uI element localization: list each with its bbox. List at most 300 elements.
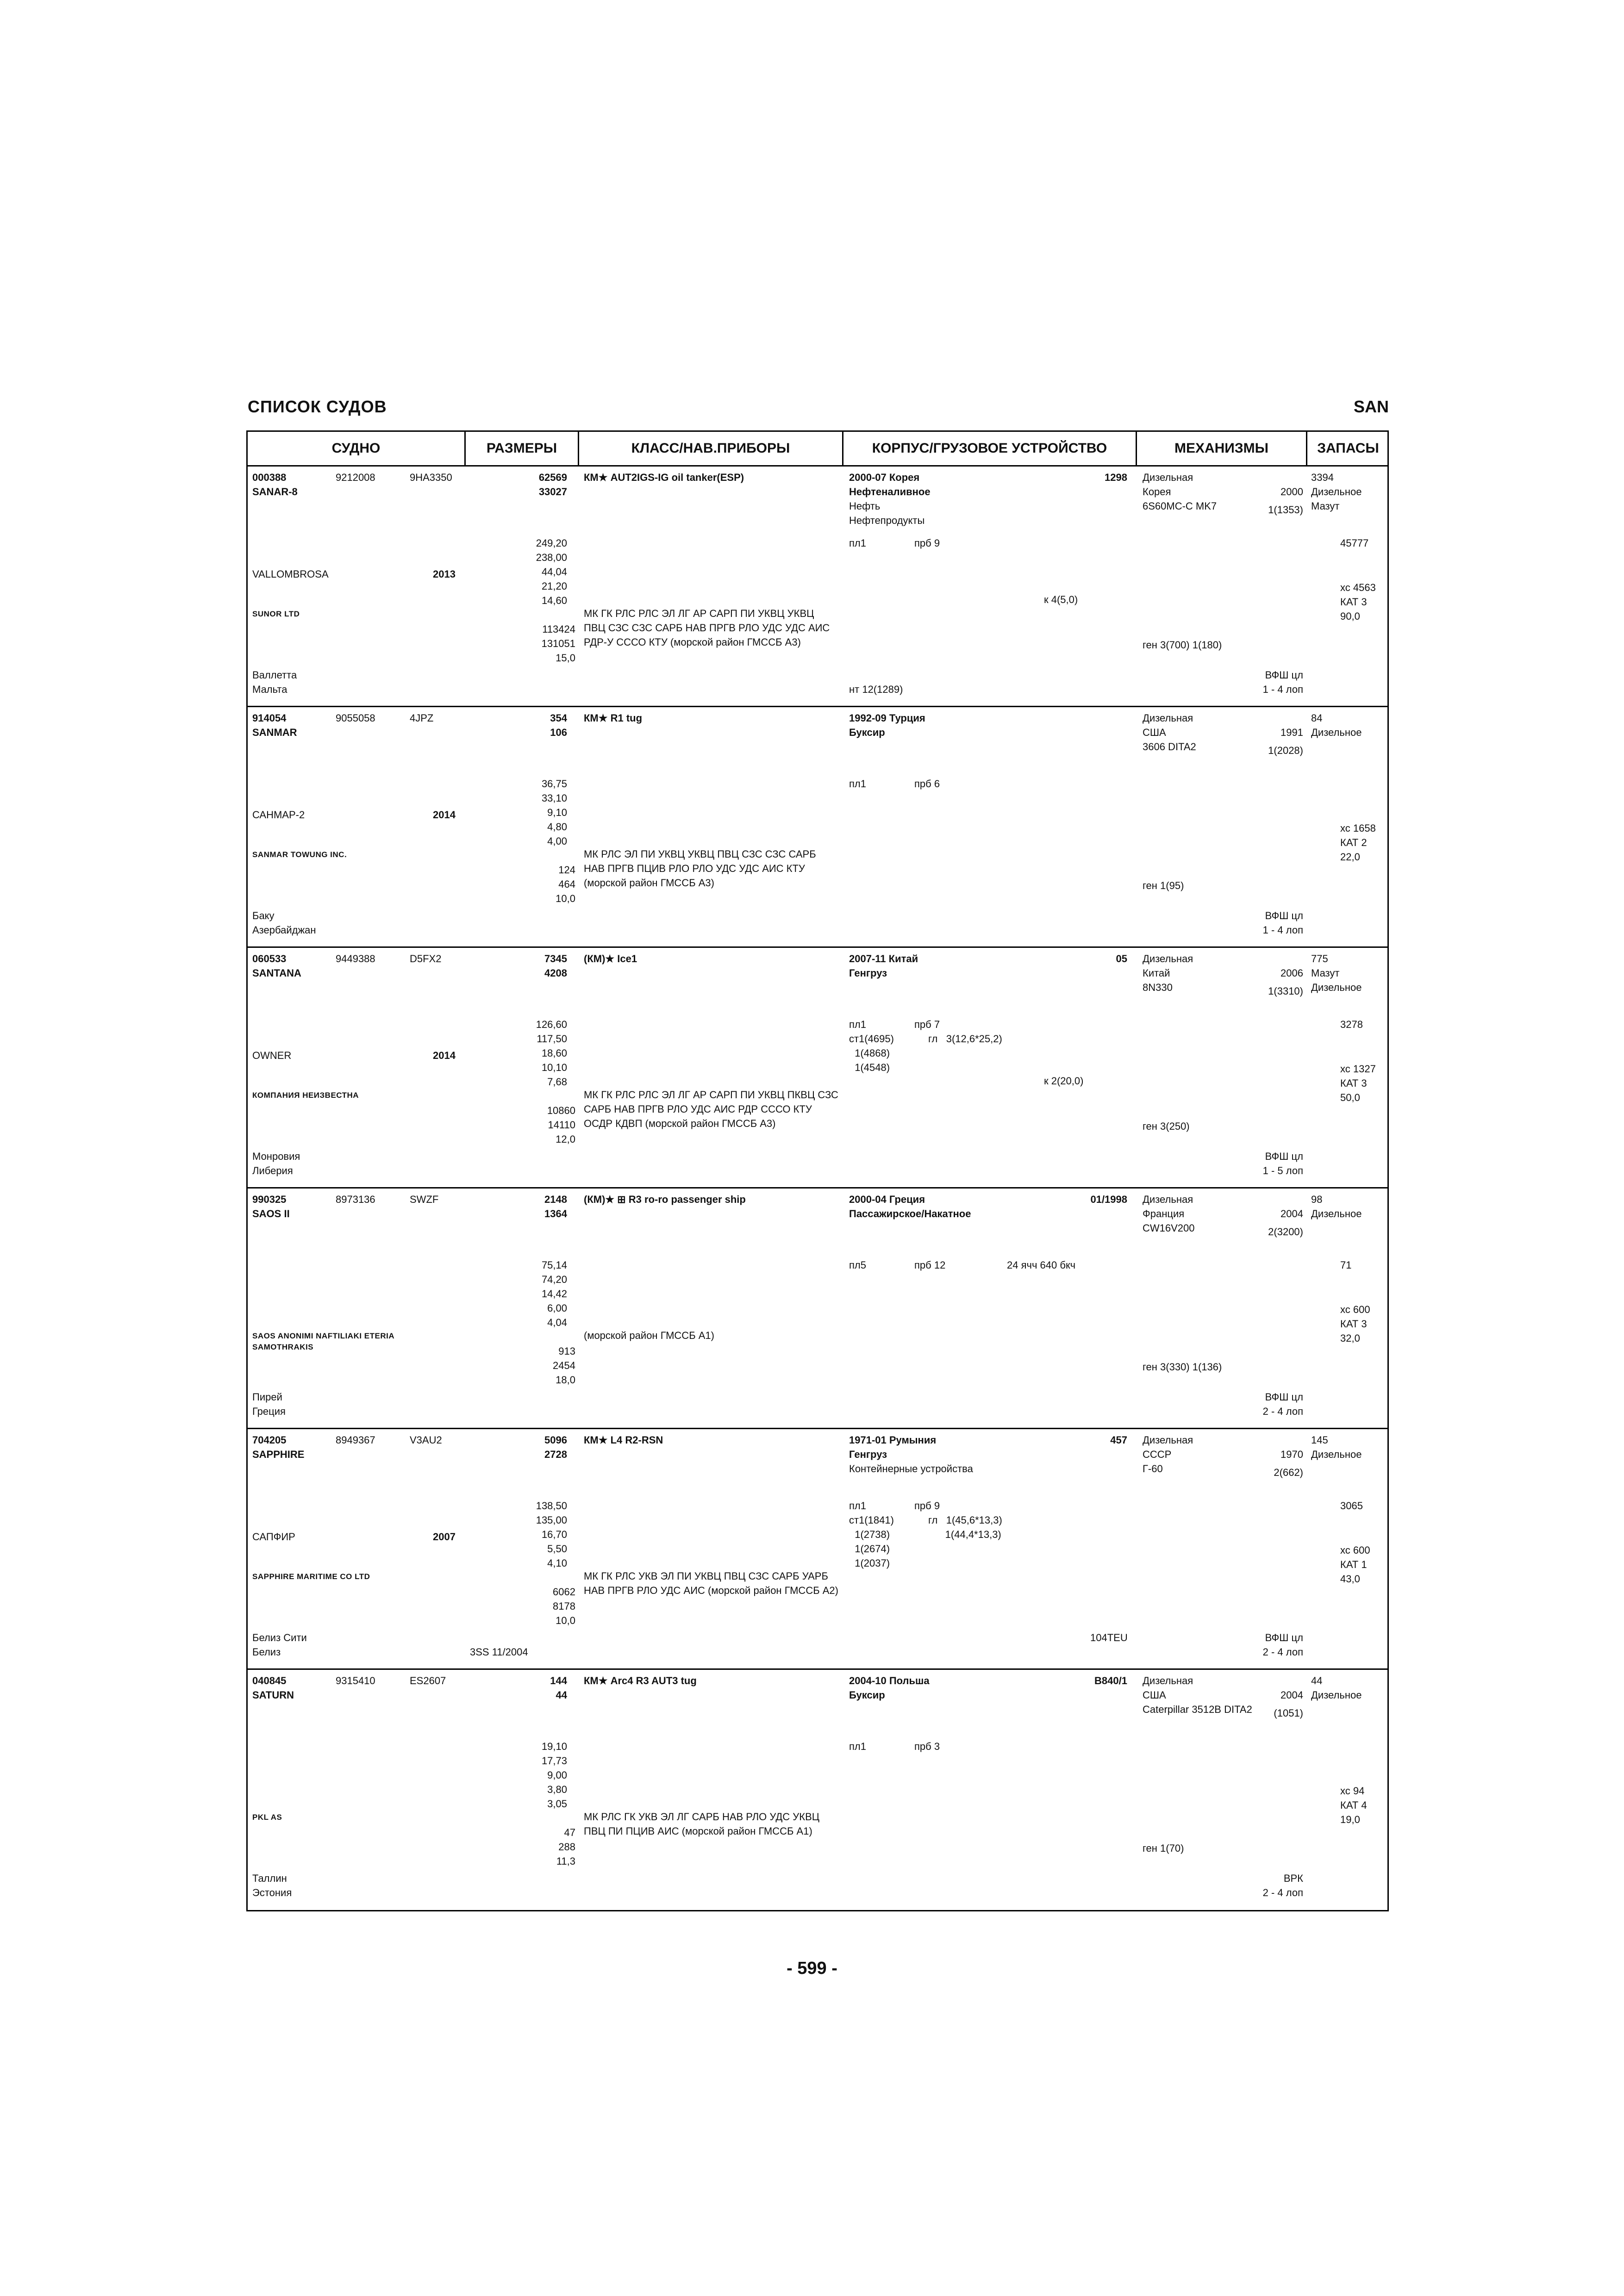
ship-name: SAOS II — [252, 1208, 290, 1220]
year-field: 2014 — [433, 809, 456, 821]
engine-type: Дизельная — [1143, 712, 1193, 724]
sup5-line: 22,0 — [1340, 851, 1360, 863]
registry-number: 060533 — [252, 953, 287, 964]
dims-line: 33,10 — [541, 792, 567, 804]
engine-power: 1(3310) — [1268, 985, 1303, 997]
engine-type: Дизельная — [1143, 1675, 1193, 1686]
cap-line: 6062 — [553, 1586, 575, 1598]
decks-line: пл1 — [849, 537, 866, 549]
hatch-line: 1(44,4*13,3) — [928, 1529, 1001, 1540]
capacity — [479, 1103, 575, 1146]
flag-country: Эстония — [252, 1887, 292, 1898]
propeller-blades: 2 - 4 лоп — [1262, 1406, 1303, 1417]
imo-number: 8973136 — [336, 1194, 375, 1205]
owner: SANMAR TOWUNG INC. — [252, 850, 347, 859]
nav-equipment: МК ГК РЛС РЛС ЭЛ ЛГ АР САРП ПИ УКВЦ УКВЦ ПВЦ СЗС СЗС САРБ НАВ ПРГВ РЛО УДС УДС АИС РДР-У СССО КТУ (морской район ГМССБ А3) — [584, 608, 830, 648]
propeller: ВРК — [1283, 1873, 1303, 1884]
engine-model: Caterpillar 3512B DITA2 — [1143, 1704, 1252, 1715]
class-notation: КМ★ R1 tug — [584, 712, 643, 724]
dimensions — [479, 1739, 567, 1811]
ship-name: SANMAR — [252, 727, 297, 738]
decks — [849, 1739, 866, 1754]
nav-equipment: (морской район ГМССБ А1) — [584, 1330, 714, 1341]
engine-year: 2000 — [1280, 486, 1303, 498]
ship-record — [248, 467, 1387, 707]
cargo-types — [849, 1462, 973, 1476]
supplies-fuel-2: Дизельное — [1311, 982, 1362, 993]
tonnage-line: 4208 — [544, 967, 567, 979]
tonnage-line: 106 — [550, 727, 567, 738]
supplies-fuel-1: Дизельное — [1311, 1208, 1362, 1220]
page-title: СПИСОК СУДОВ — [248, 397, 387, 416]
engine-year: 2006 — [1280, 967, 1303, 979]
ship-type: Пассажирское/Накатное — [849, 1208, 971, 1220]
ship-record — [248, 1670, 1387, 1910]
dims-line: 126,60 — [536, 1019, 567, 1030]
dimensions — [479, 1499, 567, 1570]
cap-line: 8178 — [553, 1600, 575, 1612]
tonnage-line: 2728 — [544, 1449, 567, 1460]
supplies-value: 145 — [1311, 1434, 1328, 1446]
tonnage-line: 1364 — [544, 1208, 567, 1220]
flag-country: Азербайджан — [252, 924, 316, 936]
decks-line: 1(2738) — [849, 1529, 890, 1540]
registry-number: 990325 — [252, 1194, 287, 1205]
supplies-details — [1340, 1062, 1376, 1105]
engine-model: 8N330 — [1143, 982, 1173, 993]
call-sign: 9HA3350 — [410, 472, 452, 483]
call-sign: ES2607 — [410, 1675, 446, 1686]
port-of-registry: Баку — [252, 910, 275, 921]
dims-line: 74,20 — [541, 1274, 567, 1285]
sup5-line: 32,0 — [1340, 1332, 1360, 1344]
sup5-line: КАТ 3 — [1340, 596, 1367, 608]
nav-equipment: МК ГК РЛС УКВ ЭЛ ПИ УКВЦ ПВЦ СЗС САРБ УАРБ НАВ ПРГВ РЛО УДС АИС (морской район ГМССБ А2) — [584, 1570, 838, 1596]
engine-type: Дизельная — [1143, 1434, 1193, 1446]
supplies-details — [1340, 1784, 1367, 1827]
year-field: 2007 — [433, 1531, 456, 1543]
section-code: SAN — [1353, 397, 1389, 416]
capacity — [479, 1344, 575, 1387]
owner: КОМПАНИЯ НЕИЗВЕСТНА — [252, 1091, 359, 1100]
supplies-value: 98 — [1311, 1194, 1323, 1205]
supplies-value: 84 — [1311, 712, 1323, 724]
dims-line: 19,10 — [541, 1741, 567, 1752]
tonnage-line: 44 — [556, 1689, 567, 1701]
sup5-line: КАТ 4 — [1340, 1799, 1367, 1811]
dims-line: 16,70 — [541, 1529, 567, 1540]
sup5-line: 50,0 — [1340, 1092, 1360, 1103]
cap-line: 131051 — [541, 638, 575, 649]
port-of-registry: Валлетта — [252, 669, 297, 681]
engine-power: 2(662) — [1274, 1467, 1303, 1478]
cap-line: 10,0 — [556, 893, 575, 904]
decks-line: 1(4548) — [849, 1062, 890, 1073]
dims-line: 4,00 — [547, 835, 567, 847]
ships-table — [246, 430, 1389, 1911]
supplies-range: 45777 — [1340, 537, 1369, 549]
page-number: - 599 - — [787, 1959, 837, 1978]
tonnage-line: 144 — [550, 1675, 567, 1686]
call-sign: V3AU2 — [410, 1434, 442, 1446]
cargo-line: Нефть — [849, 500, 881, 512]
dims-line: 117,50 — [537, 1033, 567, 1045]
propeller: ВФШ цл — [1265, 1151, 1303, 1162]
dims-line: 10,10 — [541, 1062, 567, 1073]
container-capacity: 104TEU — [1090, 1632, 1128, 1643]
supplies-fuel-1: Мазут — [1311, 967, 1340, 979]
column-header-supplies: ЗАПАСЫ — [1317, 441, 1379, 456]
dims-line: 14,42 — [541, 1288, 567, 1300]
hull-build: 1971-01 Румыния — [849, 1434, 937, 1446]
hatches — [928, 1513, 1002, 1542]
hatches — [928, 1032, 1002, 1046]
nav-equipment: МК ГК РЛС РЛС ЭЛ ЛГ АР САРП ПИ УКВЦ ПКВЦ СЗС САРБ НАВ ПРГВ РЛО УДС АИС РДР СССО КТУ ОСДР КДВП (морской район ГМССБ А3) — [584, 1089, 838, 1129]
dims-line: 14,60 — [541, 595, 567, 606]
dims-line: 18,60 — [541, 1047, 567, 1059]
decks — [849, 777, 866, 791]
engine-power: 2(3200) — [1268, 1226, 1303, 1238]
ship-record — [248, 707, 1387, 948]
holds: прб 3 — [914, 1741, 940, 1752]
flag-country: Белиз — [252, 1646, 281, 1658]
decks — [849, 1017, 894, 1075]
tonnage-line: 62569 — [538, 472, 567, 483]
propeller: ВФШ цл — [1265, 910, 1303, 921]
imo-number: 9315410 — [336, 1675, 375, 1686]
propeller-blades: 2 - 4 лоп — [1262, 1646, 1303, 1658]
dimensions — [479, 1258, 567, 1330]
former-name: САПФИР — [252, 1531, 295, 1543]
supplies-value: 775 — [1311, 953, 1328, 964]
supplies-details — [1340, 1302, 1370, 1345]
capacity — [479, 622, 575, 665]
column-header-class: КЛАСС/НАВ.ПРИБОРЫ — [579, 432, 843, 465]
registry-number: 000388 — [252, 472, 287, 483]
engine-type: Дизельная — [1143, 472, 1193, 483]
supplies-range: 3065 — [1340, 1500, 1363, 1512]
dims-line: 6,00 — [547, 1302, 567, 1314]
supplies-details — [1340, 580, 1376, 623]
holds: прб 12 — [914, 1259, 946, 1271]
decks-line: пл1 — [849, 1019, 866, 1030]
extra-note: 3SS 11/2004 — [470, 1646, 528, 1658]
generators: ген 3(330) 1(136) — [1143, 1361, 1222, 1373]
holds: прб 6 — [914, 778, 940, 790]
propeller-blades: 2 - 4 лоп — [1262, 1887, 1303, 1898]
column-header-ship: СУДНО — [248, 432, 466, 465]
supplies-details — [1340, 821, 1376, 864]
hold-extra: 24 ячч 640 бкч — [1007, 1259, 1076, 1271]
decks-line: пл1 — [849, 778, 866, 790]
hull-build: 2004-10 Польша — [849, 1675, 930, 1686]
sup5-line: хс 4563 — [1340, 582, 1376, 593]
engine-model: 3606 DITA2 — [1143, 741, 1196, 753]
hull-build: 2000-04 Греция — [849, 1194, 925, 1205]
engine-year: 1970 — [1280, 1449, 1303, 1460]
engine-country: Корея — [1143, 486, 1171, 498]
imo-number: 9055058 — [336, 712, 375, 724]
decks-line: ст1(4695) — [849, 1033, 894, 1045]
engine-country: США — [1143, 727, 1166, 738]
ship-type: Буксир — [849, 1689, 885, 1701]
hull-build: 1992-09 Турция — [849, 712, 925, 724]
dims-line: 4,80 — [547, 821, 567, 833]
dims-line: 17,73 — [541, 1755, 567, 1767]
dims-line: 21,20 — [541, 580, 567, 592]
sup5-line: КАТ 2 — [1340, 837, 1367, 848]
ship-type: Генгруз — [849, 967, 887, 979]
cargo-line: Нефтепродукты — [849, 515, 925, 526]
class-notation: КМ★ AUT2IGS-IG oil tanker(ESP) — [584, 472, 744, 483]
ship-type: Генгруз — [849, 1449, 887, 1460]
cap-line: 10860 — [547, 1105, 575, 1116]
nav-equipment: МК РЛС ГК УКВ ЭЛ ЛГ САРБ НАВ РЛО УДС УКВЦ ПВЦ ПИ ПЦИВ АИС (морской район ГМССБ А1) — [584, 1811, 820, 1837]
cap-line: 288 — [558, 1841, 575, 1853]
hull-build: 2000-07 Корея — [849, 472, 920, 483]
column-header-dimensions: РАЗМЕРЫ — [466, 432, 579, 465]
ship-record — [248, 1188, 1387, 1429]
engine-country: Франция — [1143, 1208, 1185, 1220]
port-of-registry: Монровия — [252, 1151, 300, 1162]
ship-type: Буксир — [849, 727, 885, 738]
cap-line: 15,0 — [556, 652, 575, 664]
dims-line: 44,04 — [541, 566, 567, 578]
decks — [849, 1499, 894, 1570]
generators: ген 3(250) — [1143, 1120, 1190, 1132]
hull-yard-number: 1298 — [1105, 472, 1127, 483]
owner: SAPPHIRE MARITIME CO LTD — [252, 1572, 370, 1581]
hull-bottom-note: нт 12(1289) — [849, 684, 903, 695]
supplies-fuel-1: Дизельное — [1311, 1689, 1362, 1701]
engine-year: 1991 — [1280, 727, 1303, 738]
cap-line: 18,0 — [556, 1374, 575, 1386]
propeller: ВФШ цл — [1265, 1391, 1303, 1403]
capacity — [479, 1825, 575, 1868]
tonnage — [479, 1433, 567, 1462]
generators: ген 1(95) — [1143, 880, 1184, 891]
sup5-line: 19,0 — [1340, 1814, 1360, 1825]
column-header-hull: КОРПУС/ГРУЗОВОЕ УСТРОЙСТВО — [843, 432, 1137, 465]
cap-line: 2454 — [553, 1360, 575, 1371]
supplies-fuel-1: Дизельное — [1311, 727, 1362, 738]
hull-yard-number: 01/1998 — [1090, 1194, 1127, 1205]
registry-number: 040845 — [252, 1675, 287, 1686]
sup5-line: КАТ 1 — [1340, 1559, 1367, 1570]
dims-line: 3,80 — [547, 1784, 567, 1795]
tonnage-line: 7345 — [544, 953, 567, 964]
year-field: 2013 — [433, 568, 456, 580]
tonnage — [479, 1674, 567, 1702]
holds: прб 7 — [914, 1019, 940, 1030]
dims-line: 36,75 — [541, 778, 567, 790]
cap-line: 913 — [558, 1345, 575, 1357]
dimensions — [479, 777, 567, 848]
cap-line: 124 — [558, 864, 575, 876]
class-notation: КМ★ Arc4 R3 AUT3 tug — [584, 1675, 697, 1686]
propeller: ВФШ цл — [1265, 669, 1303, 681]
supplies-fuel-1: Дизельное — [1311, 486, 1362, 498]
ship-name: SATURN — [252, 1689, 294, 1701]
decks-line: 1(4868) — [849, 1047, 890, 1059]
sup5-line: хс 600 — [1340, 1304, 1370, 1315]
engine-power: 1(2028) — [1268, 745, 1303, 756]
dims-line: 5,50 — [547, 1543, 567, 1555]
tonnage — [479, 711, 567, 740]
supplies-range: 3278 — [1340, 1019, 1363, 1030]
supplies-details — [1340, 1543, 1370, 1586]
call-sign: D5FX2 — [410, 953, 442, 964]
former-name: VALLOMBROSA — [252, 568, 329, 580]
cranes: к 4(5,0) — [1044, 594, 1078, 605]
ship-record — [248, 1429, 1387, 1670]
propeller: ВФШ цл — [1265, 1632, 1303, 1643]
cranes: к 2(20,0) — [1044, 1075, 1084, 1087]
ship-name: SAPPHIRE — [252, 1449, 305, 1460]
generators: ген 1(70) — [1143, 1842, 1184, 1854]
former-name: САНМАР-2 — [252, 809, 305, 821]
sup5-line: КАТ 3 — [1340, 1077, 1367, 1089]
flag-country: Мальта — [252, 684, 287, 695]
column-header-machinery: МЕХАНИЗМЫ — [1137, 432, 1307, 465]
engine-type: Дизельная — [1143, 1194, 1193, 1205]
capacity — [479, 863, 575, 906]
sup5-line: хс 1327 — [1340, 1063, 1376, 1075]
ship-type: Нефтеналивное — [849, 486, 931, 498]
call-sign: SWZF — [410, 1194, 439, 1205]
engine-model: Г-60 — [1143, 1463, 1163, 1475]
dims-line: 135,00 — [536, 1514, 567, 1526]
flag-country: Греция — [252, 1406, 286, 1417]
tonnage — [479, 952, 567, 980]
cap-line: 113424 — [542, 623, 575, 635]
decks-line: пл5 — [849, 1259, 866, 1271]
engine-power: 1(1353) — [1268, 504, 1303, 516]
cap-line: 464 — [558, 878, 575, 890]
dims-line: 238,00 — [536, 552, 567, 563]
year-field: 2014 — [433, 1050, 456, 1061]
dims-line: 249,20 — [536, 537, 567, 549]
decks-line: 1(2037) — [849, 1557, 890, 1569]
owner: SAOS ANONIMI NAFTILIAKI ETERIA SAMOTHRAKIS — [252, 1332, 394, 1351]
port-of-registry: Белиз Сити — [252, 1632, 307, 1643]
hull-yard-number: 05 — [1116, 953, 1127, 964]
engine-year: 2004 — [1280, 1208, 1303, 1220]
class-notation: (КМ)★ ⊞ R3 ro-ro passenger ship — [584, 1194, 746, 1205]
sup5-line: хс 600 — [1340, 1544, 1370, 1556]
imo-number: 9212008 — [336, 472, 375, 483]
dimensions — [479, 536, 567, 608]
cap-line: 10,0 — [556, 1615, 575, 1626]
call-sign: 4JPZ — [410, 712, 434, 724]
hatch-line: гл 1(45,6*13,3) — [928, 1514, 1002, 1526]
class-notation: (КМ)★ Ice1 — [584, 953, 637, 964]
supplies-fuel-1: Дизельное — [1311, 1449, 1362, 1460]
ship-record — [248, 948, 1387, 1188]
dims-line: 138,50 — [536, 1500, 567, 1512]
registry-number: 914054 — [252, 712, 287, 724]
supplies-range: 71 — [1340, 1259, 1352, 1271]
cap-line: 14110 — [548, 1119, 575, 1131]
cap-line: 47 — [564, 1827, 575, 1838]
dims-line: 9,10 — [547, 807, 567, 818]
decks — [849, 1258, 866, 1272]
decks — [849, 536, 866, 550]
port-of-registry: Таллин — [252, 1873, 287, 1884]
sup5-line: хс 1658 — [1340, 822, 1376, 834]
nav-equipment: МК РЛС ЭЛ ПИ УКВЦ УКВЦ ПВЦ СЗС СЗС САРБ НАВ ПРГВ ПЦИВ РЛО РЛО УДС УДС АИС КТУ (морской район ГМССБ А3) — [584, 848, 816, 889]
sup5-line: КАТ 3 — [1340, 1318, 1367, 1330]
dims-line: 4,04 — [547, 1317, 567, 1328]
owner: PKL AS — [252, 1813, 282, 1822]
port-of-registry: Пирей — [252, 1391, 282, 1403]
former-name: OWNER — [252, 1050, 292, 1061]
tonnage-line: 33027 — [538, 486, 567, 498]
supplies-value: 3394 — [1311, 472, 1334, 483]
tonnage-line: 2148 — [544, 1194, 567, 1205]
hull-yard-number: B840/1 — [1094, 1675, 1127, 1686]
hull-yard-number: 457 — [1110, 1434, 1127, 1446]
engine-power: (1051) — [1274, 1707, 1303, 1719]
imo-number: 8949367 — [336, 1434, 375, 1446]
ship-name: SANTANA — [252, 967, 301, 979]
hull-build: 2007-11 Китай — [849, 953, 918, 964]
engine-country: США — [1143, 1689, 1166, 1701]
engine-model: CW16V200 — [1143, 1222, 1195, 1234]
tonnage-line: 354 — [550, 712, 567, 724]
propeller-blades: 1 - 5 лоп — [1262, 1165, 1303, 1176]
decks-line: ст1(1841) — [849, 1514, 894, 1526]
engine-country: СССР — [1143, 1449, 1172, 1460]
dims-line: 75,14 — [541, 1259, 567, 1271]
decks-line: пл1 — [849, 1741, 866, 1752]
owner: SUNOR LTD — [252, 610, 300, 618]
dimensions — [479, 1017, 567, 1089]
tonnage — [479, 470, 567, 499]
propeller-blades: 1 - 4 лоп — [1262, 924, 1303, 936]
dims-line: 4,10 — [547, 1557, 567, 1569]
hatch-line: гл 3(12,6*25,2) — [928, 1033, 1002, 1045]
generators: ген 3(700) 1(180) — [1143, 639, 1222, 651]
capacity — [479, 1585, 575, 1628]
holds: прб 9 — [914, 537, 940, 549]
holds: прб 9 — [914, 1500, 940, 1512]
engine-model: 6S60MC-C MK7 — [1143, 500, 1217, 512]
registry-number: 704205 — [252, 1434, 287, 1446]
propeller-blades: 1 - 4 лоп — [1262, 684, 1303, 695]
cargo-line: Контейнерные устройства — [849, 1463, 973, 1475]
sup5-line: 43,0 — [1340, 1573, 1360, 1585]
ship-name: SANAR-8 — [252, 486, 298, 498]
flag-country: Либерия — [252, 1165, 293, 1176]
cap-line: 12,0 — [556, 1133, 575, 1145]
supplies-value: 44 — [1311, 1675, 1323, 1686]
dims-line: 7,68 — [547, 1076, 567, 1088]
engine-year: 2004 — [1280, 1689, 1303, 1701]
engine-type: Дизельная — [1143, 953, 1193, 964]
cap-line: 11,3 — [556, 1855, 575, 1867]
decks-line: 1(2674) — [849, 1543, 890, 1555]
tonnage-line: 5096 — [544, 1434, 567, 1446]
decks-line: пл1 — [849, 1500, 866, 1512]
sup5-line: хс 94 — [1340, 1785, 1365, 1797]
dims-line: 9,00 — [547, 1769, 567, 1781]
class-notation: КМ★ L4 R2-RSN — [584, 1434, 663, 1446]
sup5-line: 90,0 — [1340, 610, 1360, 622]
imo-number: 9449388 — [336, 953, 375, 964]
dims-line: 3,05 — [547, 1798, 567, 1810]
supplies-fuel-2: Мазут — [1311, 500, 1340, 512]
